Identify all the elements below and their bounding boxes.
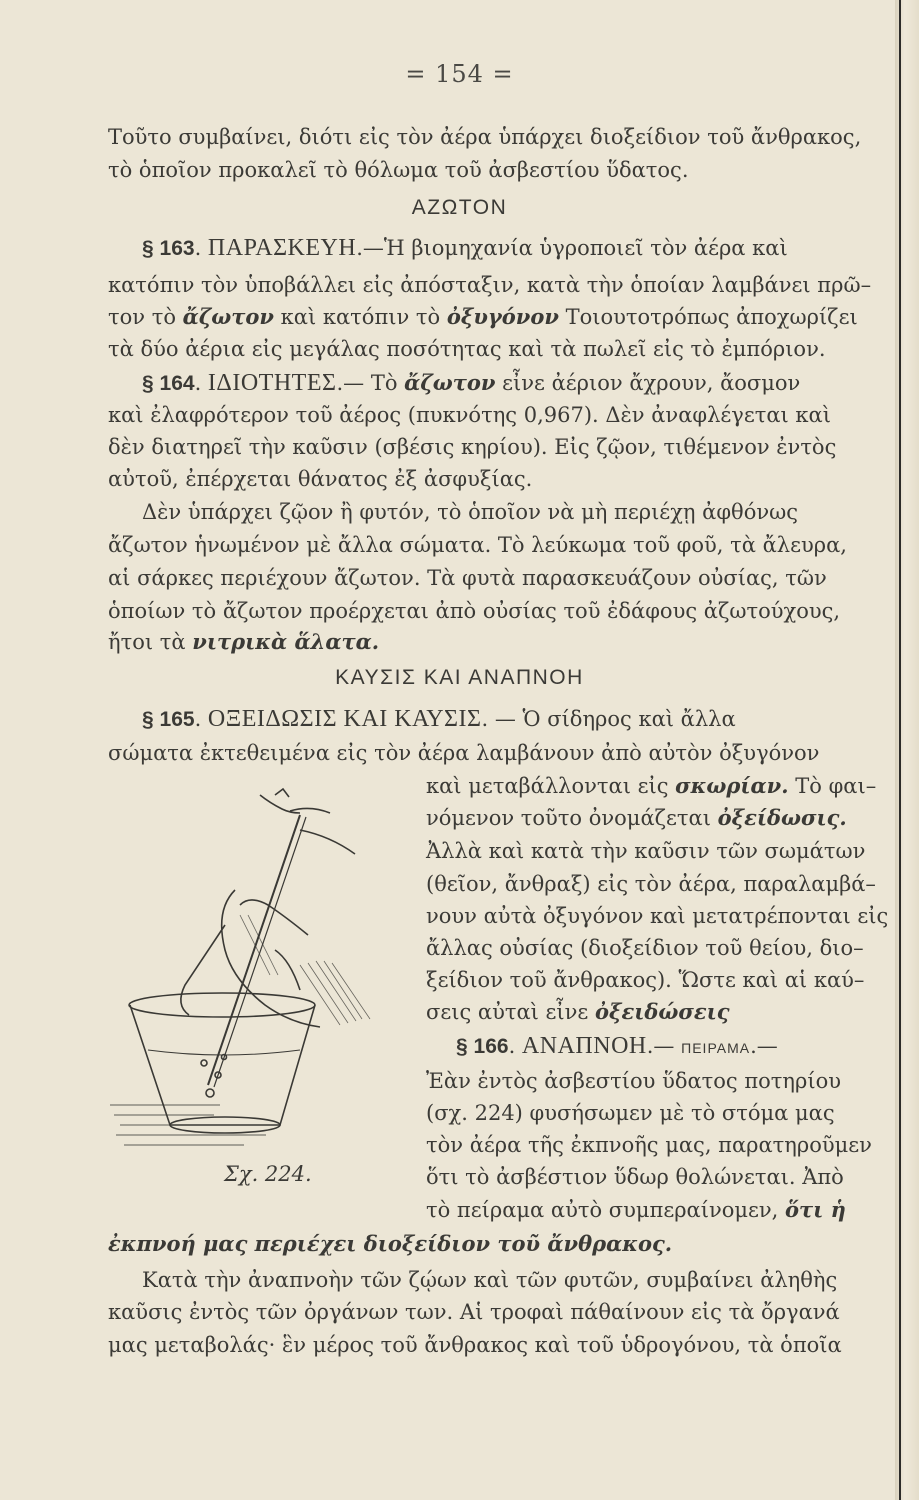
text-line: (σχ. 224) φυσήσωμεν μὲ τὸ στόμα μας — [426, 1101, 835, 1125]
section-number: § 166 — [456, 1035, 509, 1058]
section-163-line: § 163. ΠΑΡΑΣΚΕΥΗ.—Ἡ βιομηχανία ὑγροποιεῖ τὸν ἀέρα καὶ — [142, 235, 788, 261]
text-line: νουν αὐτὰ ὀξυγόνον καὶ μετατρέπονται εἰς — [426, 904, 889, 928]
text-line: δὲν διατηρεῖ τὴν καῦσιν (σβέσις κηρίου). Εἰς ζῷον, τιθέμενον ἐντὸς — [108, 435, 837, 459]
emphasis-term: ὀξυγόνον — [446, 304, 559, 329]
text-fragment: Τοιουτοτρόπως ἀποχωρίζει — [565, 305, 858, 329]
section-165-line: § 165. ΟΞΕΙΔΩΣΙΣ ΚΑΙ ΚΑΥΣΙΣ. — Ὁ σίδηρος καὶ ἄλλα — [142, 706, 736, 732]
text-fragment: Ἡ βιομηχανία ὑγροποιεῖ τὸν ἀέρα καὶ — [383, 236, 788, 260]
text-fragment: καὶ κατόπιν τὸ — [280, 305, 441, 329]
emphasis-term: ὀξείδωσις. — [717, 805, 847, 830]
figure-caption: Σχ. 224. — [224, 1162, 312, 1186]
text-line: αἱ σάρκες περιέχουν ἄζωτον. Τὰ φυτὰ παρασκευάζουν οὐσίας, τῶν — [108, 566, 827, 590]
glass-with-straw-illustration — [100, 775, 400, 1165]
experiment-label: ΠΕΙΡΑΜΑ — [681, 1040, 751, 1056]
section-number: § 164 — [142, 372, 195, 395]
text-fragment: καὶ μεταβάλλονται εἰς — [426, 774, 669, 798]
text-line — [426, 771, 876, 801]
text-line: ὅτι τὸ ἀσβέστιον ὕδωρ θολώνεται. Ἀπὸ — [426, 1165, 844, 1189]
text-line: μας μεταβολάς· ἓν μέρος τοῦ ἄνθρακος καὶ τοῦ ὑδρογόνου, τὰ ὁποῖα — [108, 1333, 842, 1357]
text-line: καὶ ἐλαφρότερον τοῦ ἀέρος (πυκνότης 0,967). Δὲν ἀναφλέγεται καὶ — [108, 403, 831, 427]
text-line: Κατὰ τὴν ἀναπνοὴν τῶν ζῴων καὶ τῶν φυτῶν, συμβαίνει ἀληθὴς — [142, 1268, 838, 1292]
section-title: ΟΞΕΙΔΩΣΙΣ ΚΑΙ ΚΑΥΣΙΣ — [207, 706, 482, 732]
text-fragment: νόμενον τοῦτο ὀνομάζεται — [426, 806, 711, 830]
text-fragment: Τὸ — [370, 371, 398, 395]
emphasis-sentence: ἐκπνοή μας περιέχει διοξείδιον τοῦ ἄνθρακος. — [108, 1231, 673, 1256]
emphasis-term: νιτρικὰ ἅλατα. — [192, 629, 380, 654]
text-line — [108, 302, 858, 332]
text-line: Δὲν ὑπάρχει ζῷον ἢ φυτόν, τὸ ὁποῖον νὰ μὴ περιέχῃ ἀφθόνως — [142, 500, 798, 524]
text-line: (θεῖον, ἄνθραξ) εἰς τὸν ἀέρα, παραλαμβά– — [426, 872, 876, 896]
section-number: § 165 — [142, 708, 195, 731]
text-line: ὁποίων τὸ ἄζωτον προέρχεται ἀπὸ οὐσίας τοῦ ἐδάφους ἀζωτούχους, — [108, 599, 841, 623]
figure-224 — [100, 775, 400, 1165]
emphasis-term: ἄζωτον — [404, 370, 496, 395]
emphasis-term: ὅτι ἡ — [785, 1197, 846, 1222]
section-166-line: § 166. ΑΝΑΠΝΟΗ.— ΠΕΙΡΑΜΑ.— — [456, 1033, 778, 1059]
text-fragment: Τὸ φαι– — [795, 774, 877, 798]
text-line — [426, 997, 730, 1027]
text-line: ξείδιον τοῦ ἄνθρακος). Ὥστε καὶ αἱ καύ– — [426, 968, 865, 992]
text-line: αὐτοῦ, ἐπέρχεται θάνατος ἐξ ἀσφυξίας. — [108, 467, 533, 491]
emphasis-term: ἄζωτον — [182, 304, 274, 329]
section-heading-kausis: ΚΑΥΣΙΣ ΚΑΙ ΑΝΑΠΝΟΗ — [335, 666, 584, 689]
text-line: κατόπιν τὸν ὑποβάλλει εἰς ἀπόσταξιν, κατὰ τὴν ὁποίαν λαμβάνει πρῶ– — [108, 273, 872, 297]
page-number: = 154 = — [405, 60, 514, 88]
emphasis-term: ὀξειδώσεις — [595, 999, 730, 1024]
section-title: ΑΝΑΠΝΟΗ — [521, 1033, 647, 1059]
text-line — [108, 627, 379, 657]
text-line: τὸ ὁποῖον προκαλεῖ τὸ θόλωμα τοῦ ἀσβεστίου ὕδατος. — [108, 158, 689, 182]
text-line: ἄζωτον ἡνωμένον μὲ ἄλλα σώματα. Τὸ λεύκωμα τοῦ φοῦ, τὰ ἄλευρα, — [108, 533, 847, 557]
text-fragment: σεις αὐταὶ εἶνε — [426, 1000, 589, 1024]
text-line: σώματα ἐκτεθειμένα εἰς τὸν ἀέρα λαμβάνουν ἀπὸ αὐτὸν ὀξυγόνον — [108, 741, 820, 765]
page-divider-line — [899, 0, 901, 1500]
text-line: Ἐὰν ἐντὸς ἀσβεστίου ὕδατος ποτηρίου — [426, 1069, 841, 1093]
section-title: ΙΔΙΟΤΗΤΕΣ — [207, 370, 337, 396]
section-title: ΠΑΡΑΣΚΕΥΗ — [207, 235, 357, 261]
text-line — [426, 803, 847, 833]
section-164-line: § 164. ΙΔΙΟΤΗΤΕΣ.— Τὸ ἄζωτον εἶνε ἀέριον ἄχρουν, ἄοσμον — [142, 370, 801, 396]
text-line — [108, 1229, 672, 1259]
facing-page-edge — [895, 0, 919, 1500]
text-line: τὸν ἀέρα τῆς ἐκπνοῆς μας, παρατηροῦμεν — [426, 1133, 872, 1157]
emphasis-term: σκωρίαν. — [675, 773, 789, 798]
section-number: § 163 — [142, 237, 195, 260]
text-line: τὰ δύο ἀέρια εἰς μεγάλας ποσότητας καὶ τὰ πωλεῖ εἰς τὸ ἐμπόριον. — [108, 337, 826, 361]
text-line: ἄλλας οὐσίας (διοξείδιον τοῦ θείου, διο– — [426, 936, 864, 960]
text-line: Ἀλλὰ καὶ κατὰ τὴν καῦσιν τῶν σωμάτων — [426, 839, 866, 863]
text-fragment: τον τὸ — [108, 305, 176, 329]
text-fragment: τὸ πείραμα αὐτὸ συμπεραίνομεν, — [426, 1198, 779, 1222]
text-line: καῦσις ἐντὸς τῶν ὀργάνων των. Αἱ τροφαὶ πάθαίνουν εἰς τὰ ὄργανά — [108, 1300, 840, 1324]
section-heading-azoton: ΑΖΩΤΟΝ — [411, 196, 508, 219]
text-fragment: εἶνε ἀέριον ἄχρουν, ἄοσμον — [502, 371, 801, 395]
text-fragment: ἤτοι τὰ — [108, 630, 186, 654]
text-fragment: Ὁ σίδηρος καὶ ἄλλα — [522, 707, 736, 731]
text-line — [426, 1195, 846, 1225]
text-line: Τοῦτο συμβαίνει, διότι εἰς τὸν ἀέρα ὑπάρχει διοξείδιον τοῦ ἄνθρακος, — [108, 125, 862, 149]
